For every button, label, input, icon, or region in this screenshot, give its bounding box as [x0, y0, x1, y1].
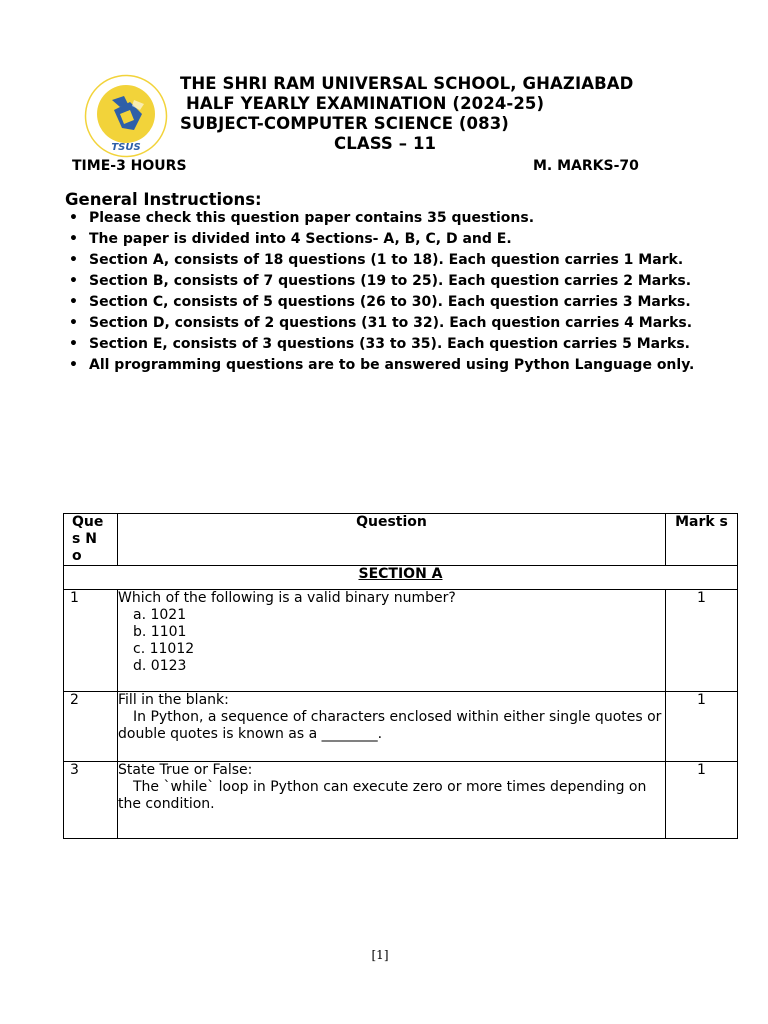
question-body: In Python, a sequence of characters enclosed within either single quotes or double quotes is known as a ________.	[118, 709, 662, 742]
max-marks: M. MARKS-70	[533, 158, 639, 174]
instructions-title: General Instructions:	[65, 190, 262, 209]
table-header-row	[64, 514, 738, 566]
subject-title: SUBJECT-COMPUTER SCIENCE (083)	[180, 114, 509, 133]
question-marks: 1	[666, 762, 738, 839]
question-table	[63, 513, 738, 839]
instruction-item: • Section B, consists of 7 questions (19 to 25). Each question carries 2 Marks.	[65, 273, 725, 290]
table-row	[64, 692, 738, 762]
header-marks: Mark s	[666, 514, 738, 566]
question-stem: State True or False:	[118, 762, 253, 778]
question-stem: Which of the following is a valid binary number?	[118, 590, 456, 606]
question-text	[118, 762, 666, 839]
option-item: d. 0123	[133, 658, 187, 674]
header-question-number: Que s No	[64, 514, 118, 566]
instruction-item: • The paper is divided into 4 Sections- A, B, C, D and E.	[65, 231, 725, 248]
section-title: SECTION A	[64, 566, 738, 590]
instruction-item: • Section E, consists of 3 questions (33 to 35). Each question carries 5 Marks.	[65, 336, 725, 353]
instruction-item: • Section A, consists of 18 questions (1 to 18). Each question carries 1 Mark.	[65, 252, 725, 269]
question-marks: 1	[666, 692, 738, 762]
section-row	[64, 566, 738, 590]
option-item: a. 1021	[133, 607, 187, 623]
option-item: c. 11012	[133, 641, 195, 657]
instruction-item: • Section C, consists of 5 questions (26 to 30). Each question carries 3 Marks.	[65, 294, 725, 311]
instruction-item: • All programming questions are to be answered using Python Language only.	[65, 357, 725, 374]
class-title: CLASS – 11	[334, 134, 437, 153]
school-logo	[84, 74, 168, 158]
question-text	[118, 692, 666, 762]
school-name: THE SHRI RAM UNIVERSAL SCHOOL, GHAZIABAD	[180, 74, 634, 93]
instruction-item: • Section D, consists of 2 questions (31 to 32). Each question carries 4 Marks.	[65, 315, 725, 332]
question-number: 2	[64, 692, 118, 762]
page-number: [1]	[371, 948, 389, 962]
table-row	[64, 762, 738, 839]
question-body: The `while` loop in Python can execute zero or more times depending on the condition.	[118, 779, 647, 812]
exam-time: TIME-3 HOURS	[72, 158, 187, 174]
question-number: 1	[64, 590, 118, 692]
instructions-list	[65, 210, 725, 378]
question-text	[118, 590, 666, 692]
question-marks: 1	[666, 590, 738, 692]
exam-title: HALF YEARLY EXAMINATION (2024-25)	[186, 94, 545, 113]
instruction-item: • Please check this question paper contains 35 questions.	[65, 210, 725, 227]
option-list	[118, 607, 665, 675]
logo-text: TSUS	[111, 142, 141, 153]
question-stem: Fill in the blank:	[118, 692, 229, 708]
table-row	[64, 590, 738, 692]
option-item: b. 1101	[133, 624, 187, 640]
header-question: Question	[118, 514, 666, 566]
question-number: 3	[64, 762, 118, 839]
